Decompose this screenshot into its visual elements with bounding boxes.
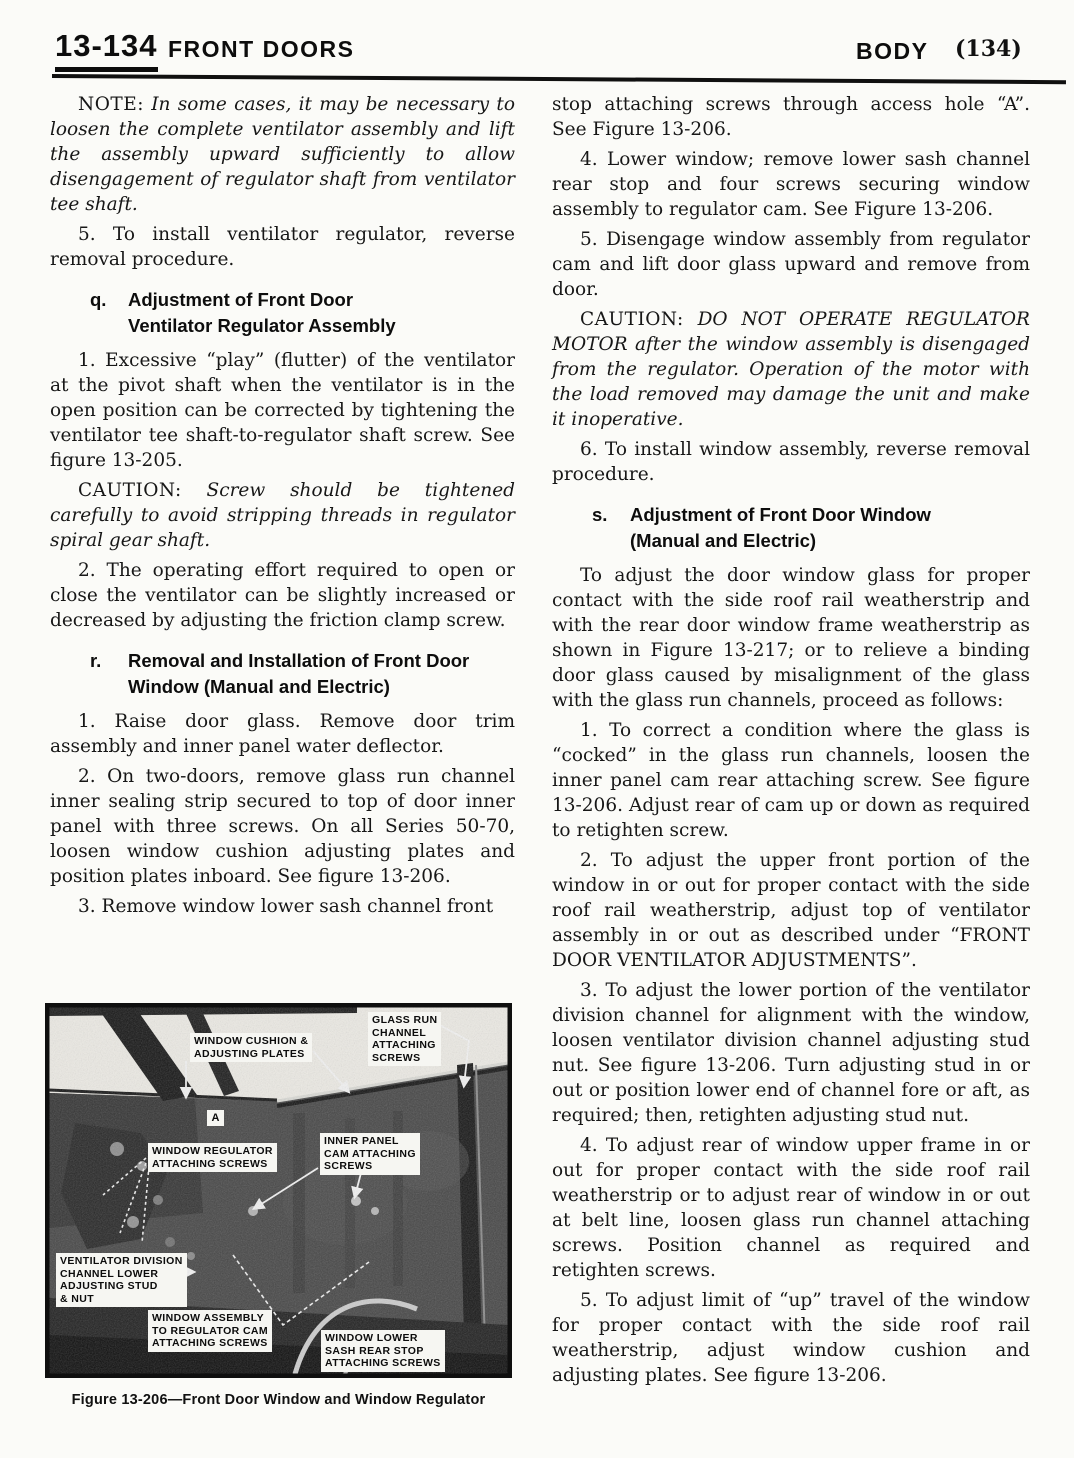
callout-line: CHANNEL LOWER — [60, 1267, 159, 1280]
callout-line: GLASS RUN — [372, 1014, 438, 1026]
paragraph: 2. To adjust the upper front portion of the window in or out for proper contact with the side roof rail weatherstrip, adjust top of ventilator assembly in or out as described under “FRONT DOOR VENTILATOR ADJUSTMENTS”. — [552, 850, 1030, 971]
paragraph: 2. On two-doors, remove glass run channel inner sealing strip secured to top of door inner panel with three screws. On all Series 50-70, loosen window cushion adjusting plates and position plates inboard. See figure 13-206. — [50, 766, 515, 887]
paragraph: 5. To adjust limit of “up” travel of the window for proper contact with the side roof rail weatherstrip, adjust window cushion and adjusting plates. See figure 13-206. — [552, 1290, 1030, 1386]
caution-paragraph — [50, 478, 515, 553]
page-number-paren: (134) — [955, 36, 1022, 62]
callout-line: ATTACHING SCREWS — [325, 1357, 441, 1369]
callout-ventilator-division — [56, 1253, 187, 1307]
caution-label: CAUTION: — [78, 480, 182, 501]
caution-label: CAUTION: — [580, 309, 684, 330]
callout-line: CHANNEL — [372, 1026, 427, 1039]
paragraph: stop attaching screws through access hole “A”. See Figure 13-206. — [552, 94, 1030, 140]
paragraph: 5. Disengage window assembly from regulator cam and lift door glass upward and remove from door. — [552, 229, 1030, 300]
heading-line: Ventilator Regulator Assembly — [128, 315, 396, 336]
callout-line: WINDOW REGULATOR — [152, 1145, 273, 1157]
paragraph: 4. Lower window; remove lower sash channel rear stop and four screws securing window assembly to regulator cam. See Figure 13-206. — [552, 149, 1030, 220]
heading-line: Window (Manual and Electric) — [128, 676, 390, 697]
callout-line: TO REGULATOR CAM — [152, 1324, 269, 1337]
section-heading-q — [90, 287, 515, 339]
callout-inner-panel-cam — [320, 1133, 420, 1175]
callout-line: WINDOW LOWER — [325, 1332, 418, 1344]
callout-line: WINDOW CUSHION & — [194, 1035, 309, 1047]
paragraph: To adjust the door window glass for proper contact with the side roof rail weatherstrip and with the rear door window frame weatherstrip as shown in Figure 13-217; or to relieve a binding door glass caused by misalignment of the glass with the glass run channels, proceed as follows: — [552, 565, 1030, 711]
heading-line: Adjustment of Front Door — [128, 289, 354, 310]
paragraph: 1. To correct a condition where the glass is “cocked” in the glass run channels, loosen the inner panel cam rear attaching screw. See figure 13-206. Adjust rear of cam up or down as required to retighten screw. — [552, 720, 1030, 841]
callout-line: SCREWS — [324, 1160, 373, 1172]
right-column — [552, 92, 1030, 1388]
paragraph: 4. To adjust rear of window upper frame in or out for proper contact with the side roof rail weatherstrip or to adjust rear of window in or out at belt line, loosen glass run channel attaching screws. Position channel as required and retighten screws. — [552, 1135, 1030, 1281]
access-hole-a-marker: A — [207, 1110, 224, 1126]
heading-line: (Manual and Electric) — [630, 530, 817, 551]
callout-line: ATTACHING SCREWS — [152, 1337, 268, 1349]
section-title: FRONT DOORS — [168, 36, 355, 62]
manual-section: BODY — [856, 38, 929, 64]
page-code: 13-134 — [55, 28, 158, 72]
callout-line: ADJUSTING STUD — [60, 1280, 158, 1292]
paragraph: 1. Raise door glass. Remove door trim assembly and inner panel water deflector. — [50, 711, 515, 757]
paragraph: 1. Excessive “play” (flutter) of the ventilator at the pivot shaft when the ventilator is in the open position can be corrected by tightening the ventilator tee shaft-to-regulator shaft screw. See figure 13-205. — [50, 350, 515, 471]
heading-line: Adjustment of Front Door Window — [630, 504, 931, 525]
figure-caption: Figure 13-206—Front Door Window and Window Regulator — [71, 1392, 486, 1408]
callout-line: SASH REAR STOP — [325, 1344, 424, 1357]
callout-line: SCREWS — [372, 1051, 421, 1064]
caution-text: Screw should be tightened carefully to avoid stripping threads in regulator spiral gear shaft. — [50, 480, 515, 551]
callout-line: INNER PANEL — [324, 1135, 399, 1147]
caution-paragraph — [552, 307, 1030, 432]
section-heading-s — [592, 502, 1030, 554]
section-heading-r — [90, 648, 515, 700]
paragraph: 2. The operating effort required to open or close the ventilator can be slightly increased or decreased by adjusting the friction clamp screw. — [50, 560, 515, 631]
callout-line: ATTACHING SCREWS — [152, 1157, 268, 1170]
callout-window-lower-sash — [321, 1330, 445, 1372]
callout-window-regulator — [148, 1143, 277, 1172]
callout-glass-run-channel — [368, 1012, 441, 1066]
note-text: In some cases, it may be necessary to loosen the complete ventilator assembly and lift the assembly upward sufficiently to allow disengagement of regulator shaft from ventilator tee shaft. — [50, 94, 515, 215]
paragraph: 6. To install window assembly, reverse removal procedure. — [552, 439, 1030, 485]
callout-line: CAM ATTACHING — [324, 1147, 416, 1160]
note-label: NOTE: — [78, 94, 144, 115]
section-letter: r. — [90, 650, 102, 671]
paragraph: 3. To adjust the lower portion of the ventilator division channel for alignment with the window, loosen ventilator division channel adjusting stud nut. See figure 13-206. Turn adjusting stud in or out or position lower end of channel fore or aft, as required; then, retighten adjusting stud nut. — [552, 980, 1030, 1126]
callout-line: ADJUSTING PLATES — [194, 1047, 305, 1060]
callout-line: ATTACHING — [372, 1039, 436, 1051]
figure-13-206 — [45, 1003, 512, 1378]
paragraph: 5. To install ventilator regulator, reverse removal procedure. — [50, 224, 515, 270]
callout-line: VENTILATOR DIVISION — [60, 1255, 183, 1267]
note-paragraph — [50, 92, 515, 217]
caution-text: DO NOT OPERATE REGULATOR MOTOR after the window assembly is disengaged from the regulator. Operation of the motor with the load removed may damage the unit and make it inoperative. — [552, 309, 1030, 430]
paragraph: 3. Remove window lower sash channel front — [78, 896, 494, 917]
heading-line: Removal and Installation of Front Door — [128, 650, 470, 671]
section-letter: s. — [592, 504, 608, 525]
callout-window-cushion — [190, 1033, 312, 1062]
callout-line: & NUT — [60, 1292, 95, 1305]
left-column — [50, 92, 515, 919]
section-letter: q. — [90, 289, 107, 310]
callout-window-assembly — [148, 1310, 272, 1352]
header-rule — [52, 74, 1066, 84]
callout-line: WINDOW ASSEMBLY — [152, 1312, 264, 1324]
